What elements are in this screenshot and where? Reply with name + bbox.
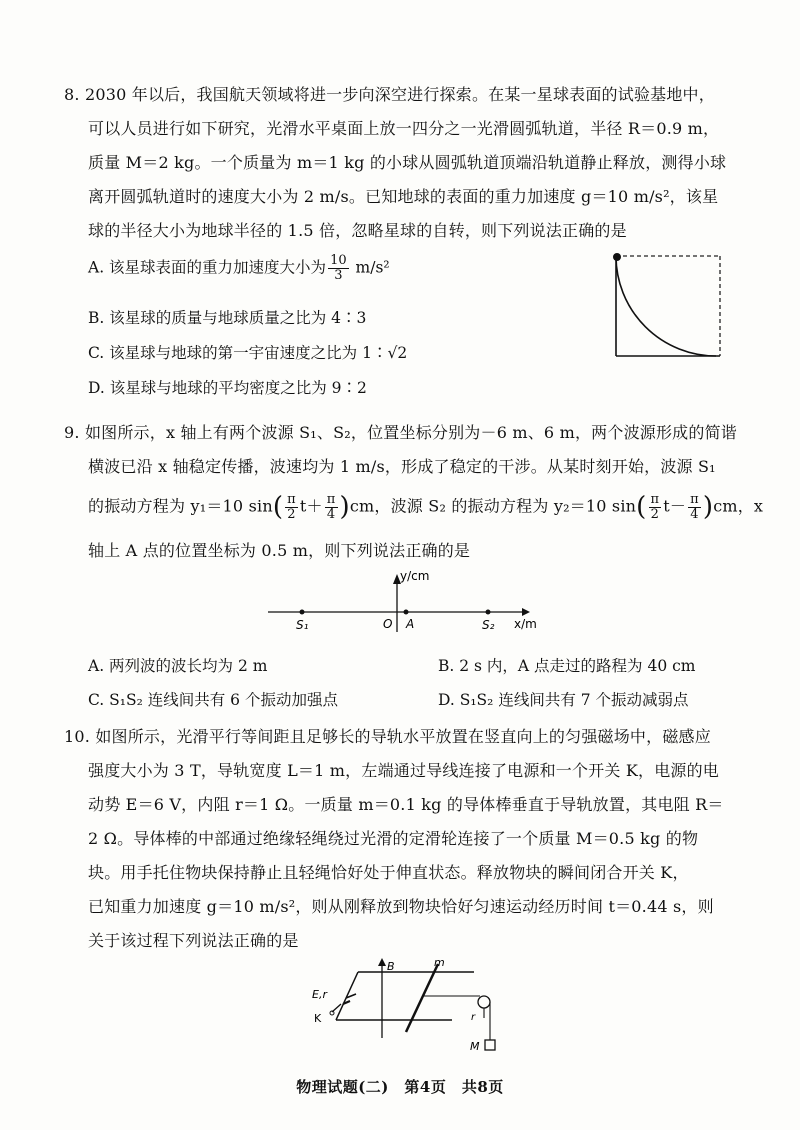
q10-line-3: 动势 E＝6 V，内阻 r＝1 Ω。一质量 m＝0.1 kg 的导体棒垂直于导轨放置，其电阻 R＝ <box>88 795 724 814</box>
q9-equation-line: 的振动方程为 y₁＝10 sin( $\frac{\pi}{2}$ t＋ $\frac{\pi}{4}$ )cm，波源 S₂ 的振动方程为 y₂＝10 sin( $\frac{\pi}{2}$ t－ $\frac{\pi}{4}$ )cm，x <box>88 491 764 522</box>
s1-point <box>300 610 305 615</box>
q10-line-5: 块。用手托住物块保持静止且轻绳恰好处于伸直状态。释放物块的瞬间闭合开关 K， <box>88 863 689 882</box>
q8-option-b: B. 该星球的质量与地球质量之比为 4∶3 <box>88 309 367 327</box>
left-connection <box>336 972 358 1020</box>
a-point <box>404 610 409 615</box>
q8-line-3: 质量 M＝2 kg。一个质量为 m＝1 kg 的小球从圆弧轨道顶端沿轨道静止释放，测得小球 <box>88 153 727 172</box>
battery-label: E,r <box>312 988 327 1001</box>
wave-axis-diagram <box>264 568 544 632</box>
fraction-numerator: π <box>287 491 296 507</box>
eq2-t-minus: t－ <box>663 496 687 516</box>
rail-circuit-diagram <box>310 958 510 1066</box>
q9-option-c: C. S₁S₂ 连线间共有 6 个振动加强点 <box>88 691 338 709</box>
fraction-denominator: 3 <box>334 268 343 283</box>
fraction-numerator: π <box>690 491 699 507</box>
fraction-numerator: 10 <box>330 253 347 268</box>
q8-line-4: 离开圆弧轨道时的速度大小为 2 m/s。已知地球的表面的重力加速度 g＝10 m/s²，该星 <box>88 187 719 206</box>
switch-label: K <box>314 1012 322 1025</box>
q8-line-5: 球的半径大小为地球半径的 1.5 倍，忽略星球的自转，则下列说法正确的是 <box>88 221 627 240</box>
q10-line-6: 已知重力加速度 g＝10 m/s²，则从刚释放到物块恰好匀速运动经历时间 t＝0.44 s，则 <box>88 897 714 916</box>
q8-option-a <box>88 254 390 283</box>
x-axis-label: x/m <box>514 617 537 631</box>
origin-label: O <box>383 617 393 631</box>
q8-line-1: 8. 2030 年以后，我国航天领域将进一步向深空进行探索。在某一星球表面的试验基地中， <box>64 85 715 104</box>
arc-track-diagram <box>612 252 724 364</box>
q9-eq-prefix: 的振动方程为 y₁＝10 sin <box>88 496 273 516</box>
q8-option-a-fraction <box>328 254 349 283</box>
y-axis-label: y/cm <box>400 569 430 583</box>
fraction-denominator: 4 <box>326 506 336 522</box>
q9-line-2: 横波已沿 x 轴稳定传播，波速均为 1 m/s，形成了稳定的干涉。从某时刻开始，波源 S₁ <box>88 457 716 476</box>
q10-line-2: 强度大小为 3 T，导轨宽度 L＝1 m，左端通过导线连接了电源和一个开关 K，电源的电 <box>88 761 720 780</box>
pulley-radius-label: r <box>471 1012 476 1023</box>
q10-line-4: 2 Ω。导体棒的中部通过绝缘轻绳绕过光滑的定滑轮连接了一个质量 M＝0.5 kg 的物 <box>88 829 699 848</box>
q8-option-a-text: A. 该星球表面的重力加速度大小为 <box>88 258 327 277</box>
fraction-denominator: 2 <box>287 506 296 522</box>
rod-mass-label: m <box>434 956 445 969</box>
conductor-rod <box>406 964 438 1032</box>
block-mass-label: M <box>470 1040 480 1053</box>
fraction-denominator: 4 <box>690 506 699 522</box>
q9-eq-mid: cm，波源 S₂ 的振动方程为 y₂＝10 sin <box>349 496 637 516</box>
x-axis-arrow <box>522 608 530 616</box>
q8-option-d: D. 该星球与地球的平均密度之比为 9∶2 <box>88 379 367 397</box>
eq1-t-plus: t＋ <box>299 496 323 516</box>
q8-option-c: C. 该星球与地球的第一宇宙速度之比为 1∶√2 <box>88 344 408 362</box>
q9-option-a: A. 两列波的波长均为 2 m <box>88 657 268 675</box>
fraction-numerator: π <box>650 491 660 507</box>
eq2-fraction-2 <box>688 493 701 522</box>
q8-option-a-unit: m/s² <box>355 258 390 277</box>
fraction-denominator: 2 <box>650 506 660 522</box>
q9-line-1: 9. 如图所示，x 轴上有两个波源 S₁、S₂，位置坐标分别为－6 m、6 m，两个波源形成的简谐 <box>64 423 737 442</box>
pulley <box>478 996 490 1008</box>
s1-label: S₁ <box>296 618 309 632</box>
a-label: A <box>406 617 415 631</box>
s2-point <box>486 610 491 615</box>
page-footer: 物理试题(二) 第4页 共8页 <box>296 1078 504 1096</box>
s2-label: S₂ <box>482 618 495 632</box>
q8-line-2: 可以人员进行如下研究，光滑水平桌面上放一四分之一光滑圆弧轨道，半径 R＝0.9 m， <box>88 119 720 138</box>
fraction-numerator: π <box>326 491 336 507</box>
eq1-fraction-1 <box>285 493 298 522</box>
ball <box>613 253 621 261</box>
q10-line-7: 关于该过程下列说法正确的是 <box>88 931 299 950</box>
q9-option-b: B. 2 s 内，A 点走过的路程为 40 cm <box>438 657 696 675</box>
q10-line-1: 10. 如图所示，光滑平行等间距且足够长的导轨水平放置在竖直向上的匀强磁场中，磁感应 <box>64 727 711 746</box>
q9-option-d: D. S₁S₂ 连线间共有 7 个振动减弱点 <box>438 691 689 709</box>
q9-eq-suffix: cm，x <box>713 496 764 516</box>
eq1-fraction-2 <box>325 493 338 522</box>
block <box>485 1040 495 1050</box>
b-field-arrow <box>378 958 386 966</box>
eq2-fraction-1 <box>649 493 662 522</box>
quarter-arc <box>616 256 716 356</box>
b-label: B <box>387 960 395 973</box>
q9-line-4: 轴上 A 点的位置坐标为 0.5 m，则下列说法正确的是 <box>88 541 471 560</box>
